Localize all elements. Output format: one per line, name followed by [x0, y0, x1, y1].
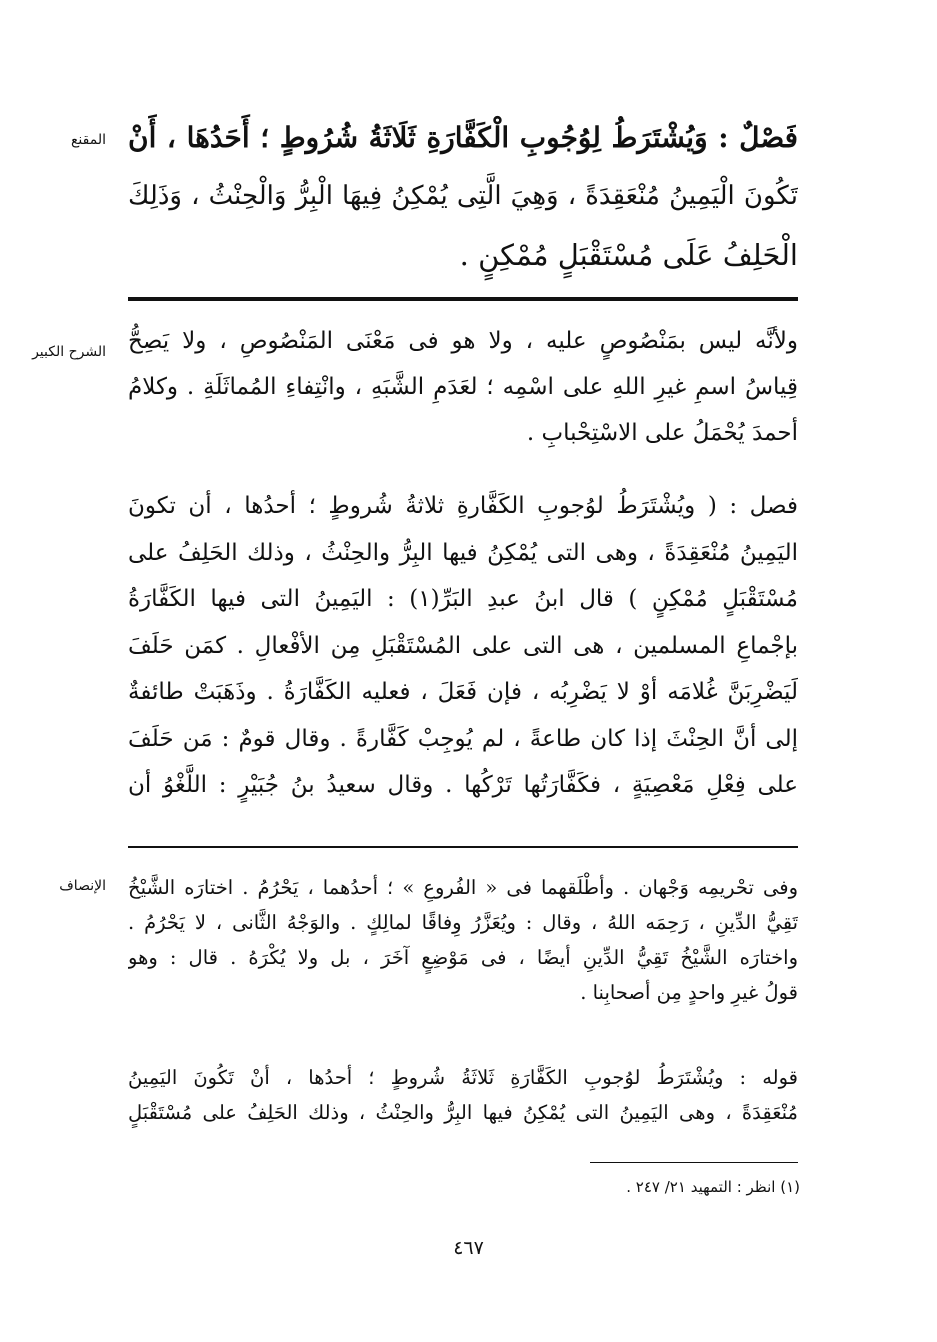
sharh-line: قِياسُ اسمِ غيرِ اللهِ على اسْمِه ؛ لعَدَمِ الشَّبَهِ ، وانْتِفاءِ المُماثَلَةِ . وكلامُ: [128, 374, 798, 400]
sharh-fasl-line: بإجْماعِ المسلمين ، هى التى على المُسْتَقْبَلِ مِن الأفْعالِ . كمَن حَلَفَ: [128, 632, 798, 659]
label-insaf: الإنصاف: [59, 878, 106, 894]
label-sharh: الشرح الكبير: [32, 344, 106, 360]
sharh-fasl-line: لَيَضْرِبَنَّ غُلامَه أوْ لا يَضْرِبُه ، فإن فَعَلَ ، فعليه الكَفَّارَةُ . وذَهَبَتْ طائفةٌ: [128, 679, 798, 705]
section-divider: [128, 846, 798, 848]
sharh-fasl-line: فصل : ( ويُشْتَرَطُ لوُجوبِ الكَفَّارةِ ثلاثةُ شُروطٍ ؛ أحدُها ، أن تكونَ: [128, 493, 798, 519]
footnote-divider: [590, 1162, 798, 1163]
sharh-fasl-line: اليَمِينُ مُنْعَقِدَةً ، وهى التى يُمْكِنُ فيها البِرُّ والحِنْثُ ، وذلك الحَلِفُ على: [128, 539, 798, 566]
insaf-text-2: [128, 1060, 798, 1130]
page-number: ٤٦٧: [453, 1237, 484, 1259]
insaf-line: قوله : ويُشْتَرَطُ لوُجوبِ الكَفَّارَةِ ثَلاثَةُ شُروطٍ ؛ أحدُها ، أنْ تَكُونَ اليَمِينُ: [128, 1066, 798, 1089]
insaf-line: وفى تحْريمِه وَجْهان . وأطْلَقهما فى « الفُروعِ » ؛ أحدُهما ، يَحْرُمُ . اختارَه الشَّيْخُ: [128, 876, 798, 899]
muqni-line: الْحَلِفُ عَلَى مُسْتَقْبَلٍ مُمْكِنٍ .: [459, 238, 798, 272]
muqni-line: تَكُونَ الْيَمِينُ مُنْعَقِدَةً ، وَهِيَ الَّتِى يُمْكِنُ فِيهَا الْبِرُّ وَالْحِنْثُ ، وَذَلِكَ: [128, 181, 798, 211]
label-muqni: المقنع: [70, 132, 106, 148]
footnote: (١) انظر : التمهيد ٢١/ ٢٤٧ .: [626, 1178, 800, 1196]
sharh-fasl-line: على فِعْلِ مَعْصِيَةٍ ، فكَفَّارَتُها تَرْكُها . وقال سعيدُ بنُ جُبَيْرٍ : اللَّغْوُ أن: [128, 772, 798, 798]
insaf-line: مُنْعَقِدَةً ، وهى اليَمِينُ التى يُمْكِنُ فيها البِرُّ والحِنْثُ ، وذلك الحَلِفُ على مُسْتَقْبَلٍ: [128, 1101, 798, 1124]
section-divider: [128, 297, 798, 301]
insaf-line: قولُ غيرِ واحدٍ مِن أصحابِنا .: [580, 981, 798, 1004]
insaf-line: تَقِيُّ الدِّينِ ، رَحِمَه اللهُ ، وقال : ويُعَزَّرُ وِفاقًا لمالِكٍ . والوَجْهُ الثَّانى ، لا يَحْرُمُ .: [128, 911, 798, 934]
muqni-line: فَصْلٌ : وَيُشْتَرَطُ لِوُجُوبِ الْكَفَّارَةِ ثَلَاثَةُ شُرُوطٍ ؛ أَحَدُهَا ، أَنْ: [128, 121, 798, 154]
muqni-text: [128, 108, 798, 285]
sharh-fasl-line: إلى أنَّ الحِنْثَ إذا كان طاعةً ، لم يُوجِبْ كَفَّارةً . وقال قومٌ : مَن حَلَفَ: [128, 725, 798, 752]
insaf-line: واختارَه الشَّيْخُ تَقِيُّ الدِّينِ أيضًا ، فى مَوْضِعٍ آخَرَ ، بل ولا يُكْرَهُ . قال : وهو: [128, 946, 798, 969]
sharh-line: ولأنَّه ليس بمَنْصُوصٍ عليه ، ولا هو فى مَعْنَى المَنْصُوصِ ، ولا يَصِحُّ: [128, 328, 798, 354]
sharh-intro-text: [128, 318, 798, 456]
insaf-text-1: [128, 870, 798, 1010]
sharh-fasl-line: مُسْتَقْبَلٍ مُمْكِنٍ ) قال ابنُ عبدِ البَرِّ(١) : اليَمِينُ التى فيها الكَفَّارَةُ: [128, 586, 798, 612]
sharh-line: أحمدَ يُحْمَلُ على الاسْتِحْبابِ .: [526, 420, 798, 446]
sharh-fasl-text: [128, 483, 798, 809]
